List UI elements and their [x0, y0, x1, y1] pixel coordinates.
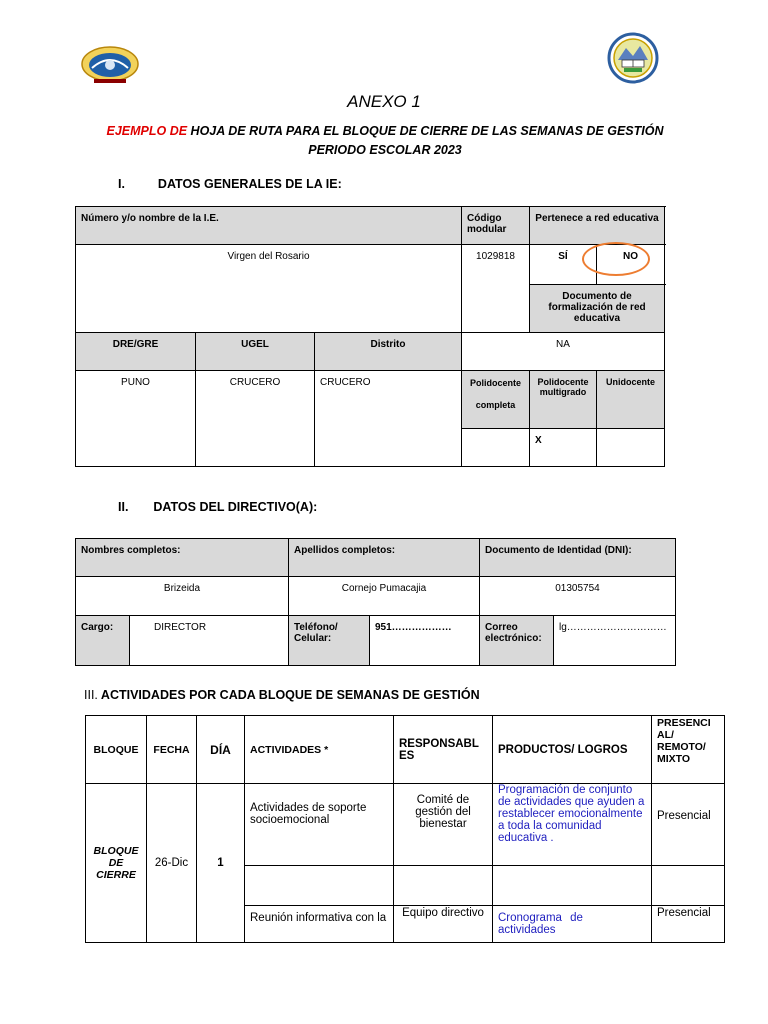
section-1-title: DATOS GENERALES DE LA IE:: [157, 177, 342, 191]
polidocente-completa-mark: [462, 429, 530, 467]
header-correo: Correo electrónico:: [480, 616, 554, 666]
document-title: [60, 124, 710, 138]
section-2-number: II.: [118, 500, 129, 514]
dia-value: 1: [197, 784, 245, 943]
header-polidocente-multigrado: Polidocente multigrado: [530, 371, 597, 429]
dni-value: 01305754: [480, 577, 676, 616]
section-3-title: ACTIVIDADES POR CADA BLOQUE DE SEMANAS DE GESTIÓN: [100, 688, 480, 702]
producto-cell: Programación de conjunto de actividades que ayuden a restablecer emocionalmente a toda la comunidad educativa .: [493, 784, 652, 866]
no-selection-circle: [582, 242, 650, 276]
responsable-cell: [394, 866, 493, 906]
polidocente-multigrado-mark: X: [530, 429, 597, 467]
red-si-option: SÍ: [530, 245, 597, 285]
header-polidocente-completa: [462, 371, 530, 429]
header-nombres: Nombres completos:: [76, 539, 289, 577]
school-crest-logo: [606, 32, 660, 84]
header-telefono: Teléfono/ Celular:: [289, 616, 370, 666]
header-dre: DRE/GRE: [76, 333, 196, 371]
cargo-value: DIRECTOR: [130, 616, 289, 666]
section-3-number: III.: [84, 688, 98, 702]
completa-label: completa: [475, 400, 516, 410]
apellidos-value: Cornejo Pumacajia: [289, 577, 480, 616]
directivo-table: [75, 538, 676, 666]
correo-value: lg…………………………: [554, 616, 676, 666]
ugel-value: CRUCERO: [196, 371, 315, 467]
distrito-value: CRUCERO: [315, 371, 462, 467]
header-unidocente: Unidocente: [597, 371, 665, 429]
section-2-title: DATOS DEL DIRECTIVO(A):: [153, 500, 318, 514]
general-data-table: [75, 206, 665, 467]
document-subtitle: PERIODO ESCOLAR 2023: [308, 143, 462, 157]
header-responsables: RESPONSABL ES: [394, 716, 493, 784]
header-dia: DÍA: [197, 716, 245, 784]
header-red-educativa: Pertenece a red educativa: [530, 207, 665, 245]
responsable-cell: Comité de gestión del bienestar: [394, 784, 493, 866]
nombre-ie-value: Virgen del Rosario: [76, 245, 462, 333]
activities-table: [85, 715, 725, 943]
telefono-value: 951………………: [370, 616, 480, 666]
actividad-cell: Actividades de soporte socioemocional: [245, 784, 394, 866]
dre-value: PUNO: [76, 371, 196, 467]
nombres-value: Brizeida: [76, 577, 289, 616]
bloque-value: BLOQUE DE CIERRE: [86, 784, 147, 943]
actividad-cell: Reunión informativa con la: [245, 906, 394, 943]
title-text: HOJA DE RUTA PARA EL BLOQUE DE CIERRE DE LAS SEMANAS DE GESTIÓN: [187, 124, 664, 138]
header-dni: Documento de Identidad (DNI):: [480, 539, 676, 577]
header-bloque: BLOQUE: [86, 716, 147, 784]
header-presencial: PRESENCI AL/ REMOTO/ MIXTO: [652, 716, 725, 784]
unidocente-mark: [597, 429, 665, 467]
header-apellidos: Apellidos completos:: [289, 539, 480, 577]
header-ugel: UGEL: [196, 333, 315, 371]
actividad-cell: [245, 866, 394, 906]
header-doc-formalizacion: Documento de formalización de red educativa: [530, 285, 665, 333]
header-codigo-modular: Código modular: [462, 207, 530, 245]
header-nombre-ie: Número y/o nombre de la I.E.: [76, 207, 462, 245]
modalidad-cell: Presencial: [652, 784, 725, 866]
header-cargo: Cargo:: [76, 616, 130, 666]
header-fecha: FECHA: [147, 716, 197, 784]
section-1-heading: [118, 177, 342, 191]
header-distrito: Distrito: [315, 333, 462, 371]
title-highlight: EJEMPLO DE: [106, 124, 188, 138]
fecha-value: 26-Dic: [147, 784, 197, 943]
header-actividades: ACTIVIDADES *: [245, 716, 394, 784]
section-1-number: I.: [118, 177, 125, 191]
red-no-option: NO: [597, 245, 665, 285]
modalidad-cell: Presencial: [652, 906, 725, 943]
polidocente-label: Polidocente: [469, 378, 521, 388]
doc-formalizacion-value: NA: [462, 333, 665, 371]
anexo-title: ANEXO 1: [347, 92, 421, 111]
codigo-modular-value: 1029818: [462, 245, 530, 333]
modalidad-cell: [652, 866, 725, 906]
section-3-heading: [84, 688, 480, 702]
section-2-heading: [118, 500, 317, 514]
responsable-cell: Equipo directivo: [394, 906, 493, 943]
header-productos: PRODUCTOS/ LOGROS: [493, 716, 652, 784]
producto-cell: Cronograma de actividades: [493, 906, 652, 943]
producto-cell: [493, 866, 652, 906]
ugel-crucero-logo: [80, 44, 140, 84]
